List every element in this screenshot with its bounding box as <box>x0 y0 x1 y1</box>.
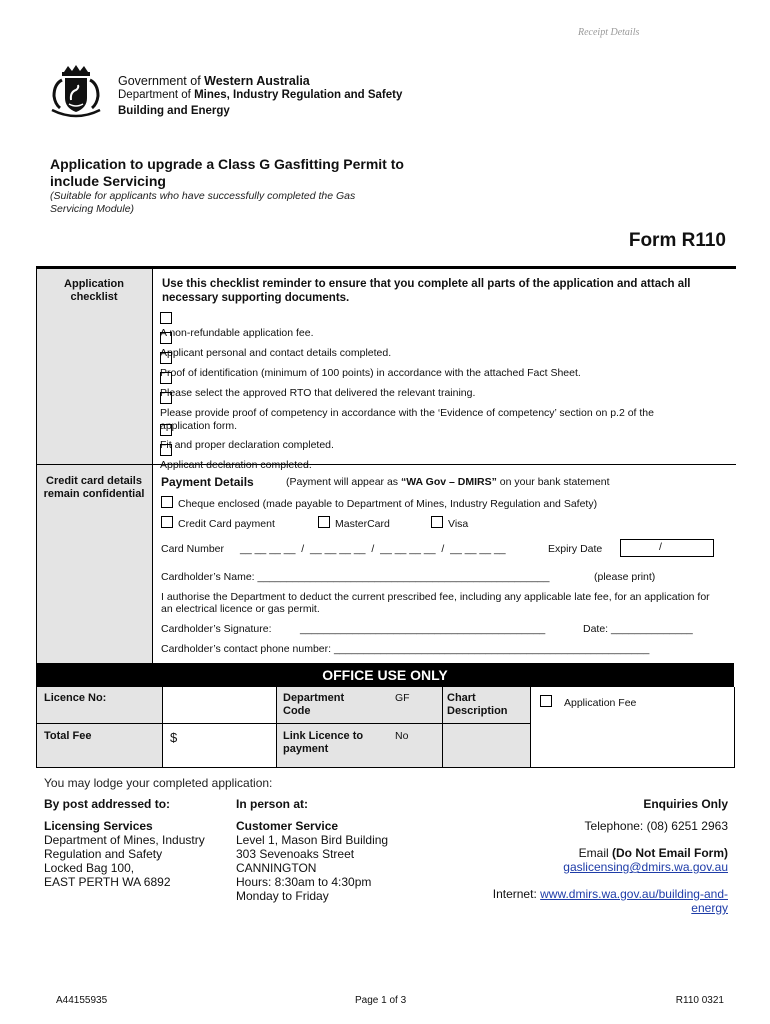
link-licence-label: Link Licence to payment <box>283 730 364 755</box>
checklist-item[interactable]: Fit and proper declaration completed. <box>160 424 712 452</box>
form-subtitle: (Suitable for applicants who have successfully completed the Gas Servicing Module) <box>50 190 356 215</box>
office-grid-line <box>162 687 163 768</box>
email-link[interactable]: gaslicensing@dmirs.wa.gov.au <box>563 860 728 874</box>
chart-description-label: Chart Description <box>447 692 508 717</box>
checkbox[interactable] <box>160 372 172 384</box>
left-border <box>36 269 37 663</box>
column-divider <box>152 269 153 663</box>
checklist-item[interactable]: Please provide proof of competency in accordance with the ‘Evidence of competency’ section on p.2 of the application form. <box>160 392 712 433</box>
checkbox[interactable] <box>160 352 172 364</box>
checklist-label-cell <box>36 269 152 464</box>
department-code-label: Department Code <box>283 692 345 717</box>
credit-card-option[interactable]: Credit Card payment <box>161 516 275 530</box>
cheque-option[interactable]: Cheque enclosed (made payable to Department of Mines, Industry Regulation and Safety) <box>161 496 597 510</box>
cheque-checkbox[interactable] <box>161 496 173 508</box>
credit-card-checkbox[interactable] <box>161 516 173 528</box>
licence-no-label: Licence No: <box>44 692 107 704</box>
in-person-heading: In person at: <box>236 797 309 811</box>
signature-label: Cardholder’s Signature: <box>161 623 272 635</box>
mastercard-checkbox[interactable] <box>318 516 330 528</box>
total-fee-label: Total Fee <box>44 730 92 742</box>
visa-checkbox[interactable] <box>431 516 443 528</box>
gf-value: GF <box>395 692 410 704</box>
page-number: Page 1 of 3 <box>355 995 407 1006</box>
date-field[interactable]: Date: ______________ <box>583 623 693 635</box>
visa-option[interactable]: Visa <box>431 516 468 530</box>
document-id: A44155935 <box>56 995 108 1006</box>
expiry-date-field[interactable] <box>620 539 714 557</box>
please-print-note: (please print) <box>594 571 656 583</box>
in-person-address: Customer Service Level 1, Mason Bird Building 303 Sevenoaks Street CANNINGTON Hours: 8:30am to 4:30pm Monday to Friday <box>236 819 389 903</box>
checkbox[interactable] <box>160 312 172 324</box>
division-name: Building and Energy <box>118 105 230 117</box>
wa-coat-of-arms-logo <box>46 64 106 122</box>
application-fee-checkbox[interactable] <box>540 695 552 707</box>
expiry-label: Expiry Date <box>548 543 603 555</box>
checkbox[interactable] <box>160 392 172 404</box>
card-number-field[interactable]: __ __ __ __ / __ __ __ __ / __ __ __ __ / __ __ __ __ <box>240 543 506 555</box>
payment-heading: Payment Details <box>161 475 254 489</box>
checklist-item[interactable]: Applicant declaration completed. <box>160 444 712 472</box>
lodge-intro: You may lodge your completed application: <box>44 776 273 790</box>
office-grid-line <box>36 723 530 724</box>
checklist-item[interactable]: Applicant personal and contact details completed. <box>160 332 712 360</box>
office-use-heading: OFFICE USE ONLY <box>36 663 734 687</box>
link-licence-value: No <box>395 730 409 742</box>
website-link-continued[interactable]: energy <box>691 901 728 915</box>
mastercard-option[interactable]: MasterCard <box>318 516 390 530</box>
office-grid-line <box>276 687 277 768</box>
checklist-heading: Use this checklist reminder to ensure that you complete all parts of the application and attach all necessary supporting documents. <box>162 278 691 304</box>
checkbox[interactable] <box>160 444 172 456</box>
checklist-item[interactable]: Please select the approved RTO that delivered the relevant training. <box>160 372 712 400</box>
post-heading: By post addressed to: <box>44 797 171 811</box>
dollar-sign: $ <box>170 730 178 745</box>
website-link[interactable]: www.dmirs.wa.gov.au/building-and- <box>540 887 728 901</box>
payment-label-cell <box>36 465 152 663</box>
checklist-label: Application checklist <box>64 278 124 303</box>
checkbox[interactable] <box>160 332 172 344</box>
post-address: Licensing Services Department of Mines, Industry Regulation and Safety Locked Bag 100, EAST PERTH WA 6892 <box>44 819 205 889</box>
expiry-separator: / <box>659 541 662 553</box>
enquiries-heading: Enquiries Only <box>643 797 728 811</box>
office-grid-line <box>530 687 531 768</box>
checklist-item[interactable]: Proof of identification (minimum of 100 points) in accordance with the attached Fact Sheet. <box>160 352 712 380</box>
office-grid-line <box>442 687 443 768</box>
payment-label: Credit card details remain confidential <box>43 475 145 500</box>
checklist-item[interactable]: A non-refundable application fee. <box>160 312 712 340</box>
receipt-details: Receipt Details <box>578 27 640 38</box>
checkbox[interactable] <box>160 424 172 436</box>
cardholder-name-field[interactable]: Cardholder’s Name: __________________________________________________ <box>161 571 550 583</box>
department-name: Department of Mines, Industry Regulation and Safety <box>118 89 403 101</box>
form-revision: R110 0321 <box>675 995 724 1006</box>
internet-info: Internet: www.dmirs.wa.gov.au/building-and- energy <box>492 887 728 915</box>
signature-field[interactable]: __________________________________________ <box>300 623 546 635</box>
government-name: Government of Western Australia <box>118 74 310 88</box>
office-grid-line <box>36 687 37 768</box>
form-title: Application to upgrade a Class G Gasfitting Permit to include Servicing <box>50 156 404 189</box>
application-fee-option[interactable]: Application Fee <box>540 695 636 709</box>
enquiries-telephone: Telephone: (08) 6251 2963 <box>584 819 728 833</box>
card-number-label: Card Number <box>161 543 225 555</box>
contact-phone-field[interactable]: Cardholder’s contact phone number: ______________________________________________________ <box>161 643 650 655</box>
office-grid-line <box>36 767 735 768</box>
authorisation-text: I authorise the Department to deduct the current prescribed fee, including any applicable late fee, for an application for an electrical licence or gas permit. <box>161 591 710 615</box>
payment-note: (Payment will appear as “WA Gov – DMIRS” on your bank statement <box>286 476 610 488</box>
form-number: Form R110 <box>628 230 726 251</box>
enquiries-email-note: Email (Do Not Email Form) <box>578 846 728 860</box>
office-grid-line <box>734 687 735 768</box>
